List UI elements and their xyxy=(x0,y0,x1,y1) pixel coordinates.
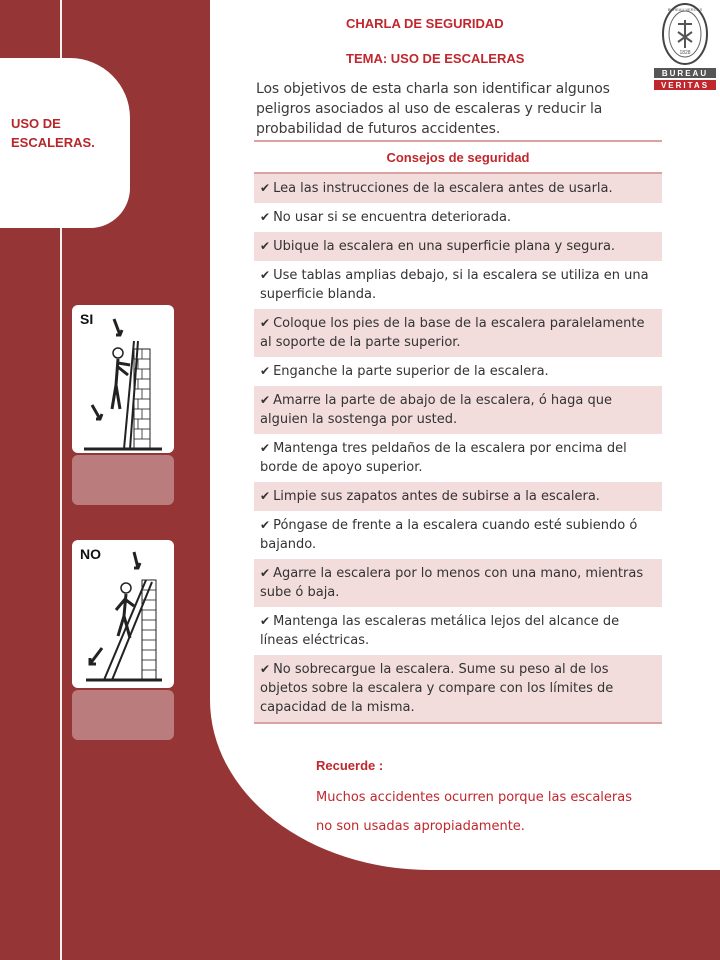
intro-text: Los objetivos de esta charla son identificar algunos peligros asociados al uso de escaleras y reducir la probabilidad de futuros accidentes. xyxy=(256,81,610,137)
ladder-correct-reflection xyxy=(72,455,174,505)
check-icon: ✔ xyxy=(260,210,271,224)
tip-text: Amarre la parte de abajo de la escalera, ó haga que alguien la sostenga por usted. xyxy=(260,393,612,427)
ladder-correct-card xyxy=(72,305,174,453)
tip-row xyxy=(254,357,662,386)
remember-text: Muchos accidentes ocurren porque las escaleras no son usadas apropiadamente. xyxy=(316,790,632,834)
check-icon: ✔ xyxy=(260,518,271,532)
tip-text: Agarre la escalera por lo menos con una mano, mientras sube ó baja. xyxy=(260,566,644,600)
check-icon: ✔ xyxy=(260,566,271,580)
safety-tips-table xyxy=(254,140,662,726)
page-subtitle: TEMA: USO DE ESCALERAS xyxy=(346,51,525,66)
check-icon: ✔ xyxy=(260,614,271,628)
check-icon: ✔ xyxy=(260,239,271,253)
tip-row xyxy=(254,173,662,203)
logo-word-veritas: VERITAS xyxy=(660,81,710,90)
card-label-no: NO xyxy=(80,546,101,562)
card-label-si: SI xyxy=(80,311,94,327)
tips-bottom-rule xyxy=(254,723,662,726)
check-icon: ✔ xyxy=(260,364,271,378)
check-icon: ✔ xyxy=(260,181,271,195)
tip-row xyxy=(254,309,662,357)
check-icon: ✔ xyxy=(260,489,271,503)
ladder-incorrect-illustration xyxy=(72,540,174,688)
tip-text: Lea las instrucciones de la escalera antes de usarla. xyxy=(273,181,613,196)
tip-row xyxy=(254,434,662,482)
tip-row xyxy=(254,203,662,232)
tip-row xyxy=(254,607,662,655)
tip-text: No sobrecargue la escalera. Sume su peso al de los objetos sobre la escalera y compare con los límites de capacidad de la misma. xyxy=(260,662,614,715)
logo-ring-text: BUREAU VERITAS xyxy=(667,7,703,12)
tip-row xyxy=(254,655,662,723)
tip-text: Mantenga las escaleras metálica lejos del alcance de líneas eléctricas. xyxy=(260,614,620,648)
sidebar-label: USO DE ESCALERAS. xyxy=(11,116,95,150)
tip-text: No usar si se encuentra deteriorada. xyxy=(273,210,512,225)
check-icon: ✔ xyxy=(260,268,271,282)
page-title: CHARLA DE SEGURIDAD xyxy=(346,16,504,31)
remember-title: Recuerde : xyxy=(316,758,384,773)
ladder-incorrect-reflection xyxy=(72,690,174,740)
check-icon: ✔ xyxy=(260,441,271,455)
tip-text: Ubique la escalera en una superficie plana y segura. xyxy=(273,239,616,254)
check-icon: ✔ xyxy=(260,662,271,676)
tip-text: Póngase de frente a la escalera cuando esté subiendo ó bajando. xyxy=(260,518,638,552)
tip-text: Mantenga tres peldaños de la escalera por encima del borde de apoyo superior. xyxy=(260,441,627,475)
check-icon: ✔ xyxy=(260,316,271,330)
remember-box xyxy=(316,758,632,841)
tip-row xyxy=(254,232,662,261)
tip-text: Limpie sus zapatos antes de subirse a la escalera. xyxy=(273,489,600,504)
tip-row xyxy=(254,482,662,511)
tip-row xyxy=(254,559,662,607)
ladder-incorrect-card xyxy=(72,540,174,688)
tip-text: Use tablas amplias debajo, si la escalera se utiliza en una superficie blanda. xyxy=(260,268,649,302)
tip-row xyxy=(254,386,662,434)
bureau-veritas-logo xyxy=(652,2,718,92)
logo-year: 1828 xyxy=(679,50,691,56)
check-icon: ✔ xyxy=(260,393,271,407)
tip-row xyxy=(254,511,662,559)
tips-header: Consejos de seguridad xyxy=(254,141,662,173)
tip-row xyxy=(254,261,662,309)
logo-word-bureau: BUREAU xyxy=(661,69,709,78)
ladder-correct-illustration xyxy=(72,305,174,453)
tip-text: Coloque los pies de la base de la escalera paralelamente al soporte de la parte superior. xyxy=(260,316,645,350)
tip-text: Enganche la parte superior de la escalera. xyxy=(273,364,549,379)
